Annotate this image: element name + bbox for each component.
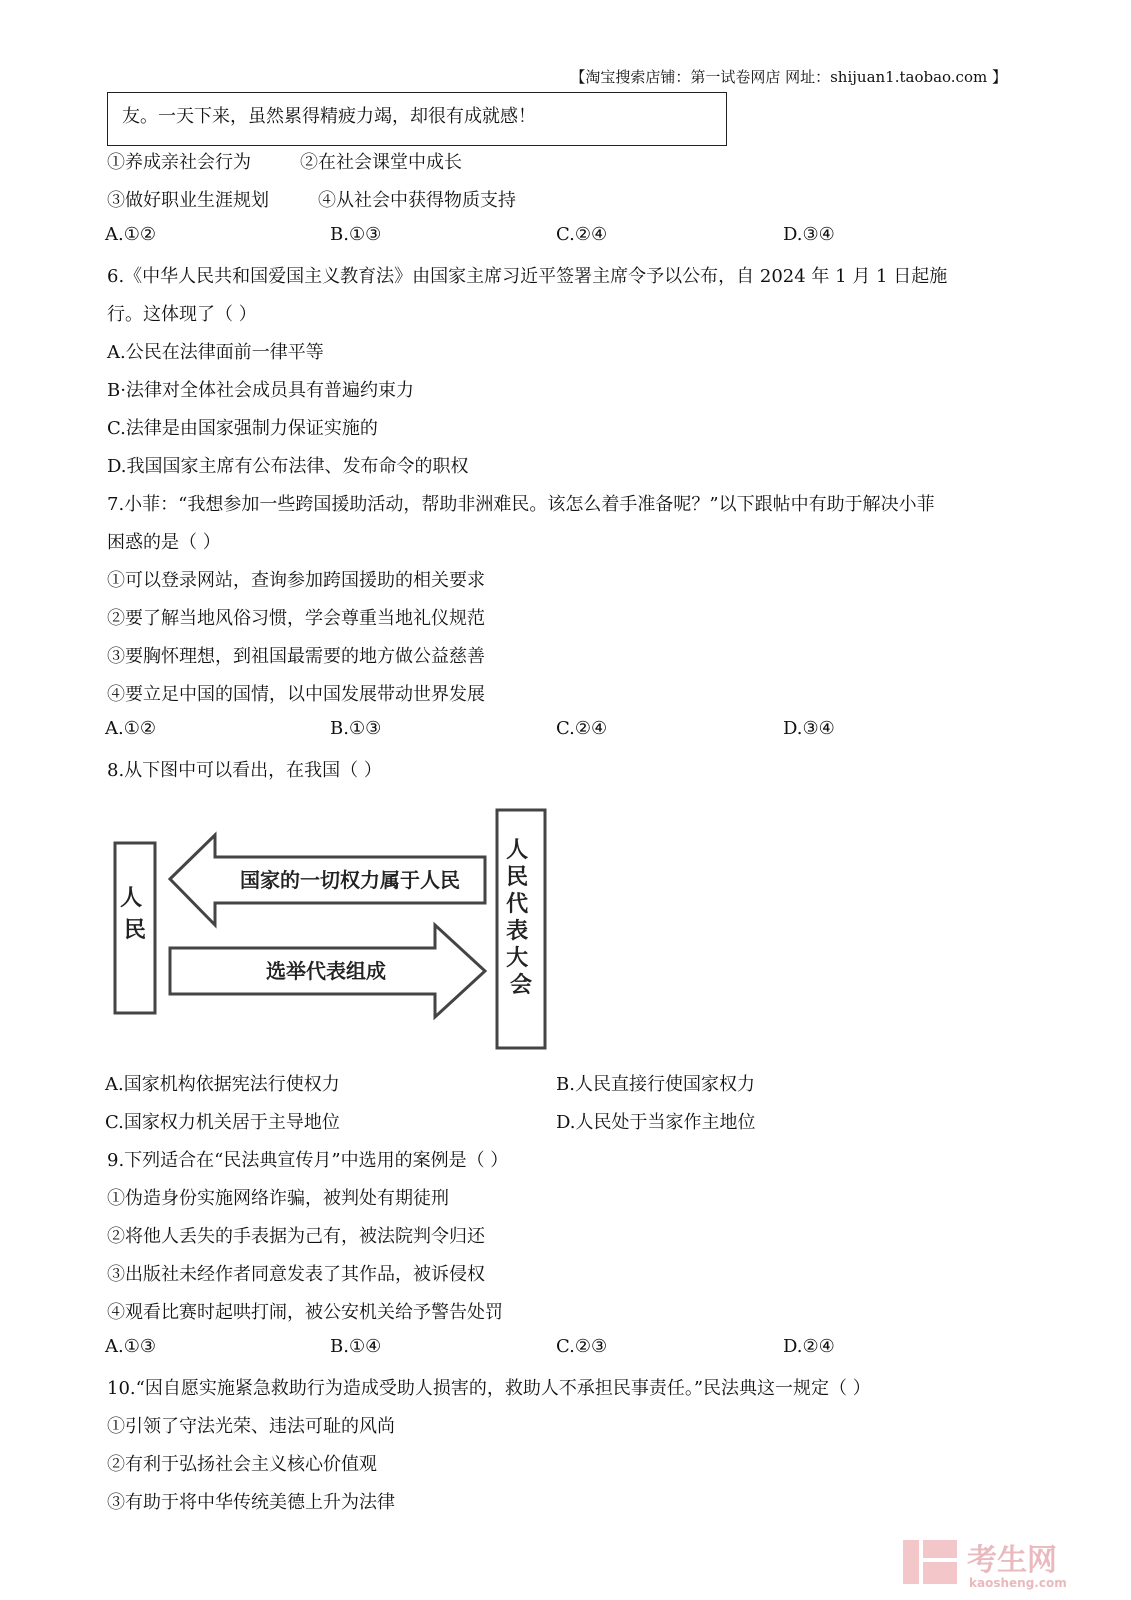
q5-option-a: A.①② [105,224,156,245]
q9-option-d: D.②④ [783,1336,835,1357]
congress-char: 大 [506,946,529,971]
q6-option-b: B·法律对全体社会成员具有普遍约束力 [107,380,414,401]
q9-option-a: A.①③ [105,1336,156,1357]
congress-char: 会 [509,973,533,998]
congress-char: 代 [506,892,529,917]
q6-option-d: D.我国国家主席有公布法律、发布命令的职权 [107,456,469,477]
q5-option-d: D.③④ [783,224,835,245]
q9-option-c: C.②③ [556,1336,608,1357]
q7-stem: 7.小菲：“我想参加一些跨国援助活动，帮助非洲难民。该怎么着手准备呢？”以下跟帖中有助于解决小菲 [107,494,935,515]
q5-item: ②在社会课堂中成长 [300,152,462,173]
q8-option-d: D.人民处于当家作主地位 [556,1112,756,1133]
q10-item: ②有利于弘扬社会主义核心价值观 [107,1454,377,1475]
q10-stem: 10.“因自愿实施紧急救助行为造成受助人损害的，救助人不承担民事责任。”民法典这一规定（ ） [107,1378,871,1399]
people-char: 民 [123,918,147,943]
right-arrow-label: 选举代表组成 [266,959,386,983]
q6-option-c: C.法律是由国家强制力保证实施的 [107,418,378,439]
page-header: 【淘宝搜索店铺：第一试卷网店 网址：shijuan1.taobao.com 】 [570,68,1007,86]
q9-item: ④观看比赛时起哄打闹，被公安机关给予警告处罚 [107,1302,503,1323]
q10-item: ③有助于将中华传统美德上升为法律 [107,1492,395,1513]
q7-item: ①可以登录网站，查询参加跨国援助的相关要求 [107,570,485,591]
q9-stem: 9.下列适合在“民法典宣传月”中选用的案例是（ ） [107,1150,509,1171]
q5-option-c: C.②④ [556,224,608,245]
context-text: 友。一天下来，虽然累得精疲力竭，却很有成就感！ [122,106,536,127]
congress-char: 民 [506,865,529,890]
q8-option-c: C.国家权力机关居于主导地位 [105,1112,340,1133]
q9-option-b: B.①④ [330,1336,382,1357]
q7-option-c: C.②④ [556,718,608,739]
q6-option-a: A.公民在法律面前一律平等 [107,342,324,363]
q6-stem: 6.《中华人民共和国爱国主义教育法》由国家主席习近平签署主席令予以公布，自 2024 年 1 月 1 日起施 [107,266,948,287]
context-box [107,92,727,146]
watermark-text: 考生网 [967,1543,1057,1578]
q9-item: ①伪造身份实施网络诈骗，被判处有期徒刑 [107,1188,449,1209]
q6-stem-cont: 行。这体现了（ ） [107,304,257,325]
q8-option-a: A.国家机构依据宪法行使权力 [105,1074,340,1095]
watermark-sub: kaosheng.com [969,1576,1067,1590]
q8-stem: 8.从下图中可以看出，在我国（ ） [107,760,382,781]
watermark-logo-icon [897,1532,1117,1592]
q5-item: ④从社会中获得物质支持 [318,190,516,211]
q7-item: ④要立足中国的国情，以中国发展带动世界发展 [107,684,485,705]
q10-item: ①引领了守法光荣、违法可耻的风尚 [107,1416,395,1437]
congress-char: 人 [506,838,529,863]
q9-item: ②将他人丢失的手表据为己有，被法院判令归还 [107,1226,485,1247]
q7-option-a: A.①② [105,718,156,739]
q7-option-b: B.①③ [330,718,382,739]
left-arrow-label: 国家的一切权力属于人民 [240,868,460,892]
q9-item: ③出版社未经作者同意发表了其作品，被诉侵权 [107,1264,485,1285]
q5-item: ③做好职业生涯规划 [107,190,269,211]
q5-option-b: B.①③ [330,224,382,245]
watermark [897,1532,1117,1592]
q7-item: ②要了解当地风俗习惯，学会尊重当地礼仪规范 [107,608,485,629]
q8-option-b: B.人民直接行使国家权力 [556,1074,755,1095]
q7-stem-cont: 困惑的是（ ） [107,532,221,553]
q8-diagram [110,805,550,1050]
q7-item: ③要胸怀理想，到祖国最需要的地方做公益慈善 [107,646,485,667]
q7-option-d: D.③④ [783,718,835,739]
congress-char: 表 [506,919,529,944]
people-char: 人 [120,886,143,911]
q5-item: ①养成亲社会行为 [107,152,251,173]
